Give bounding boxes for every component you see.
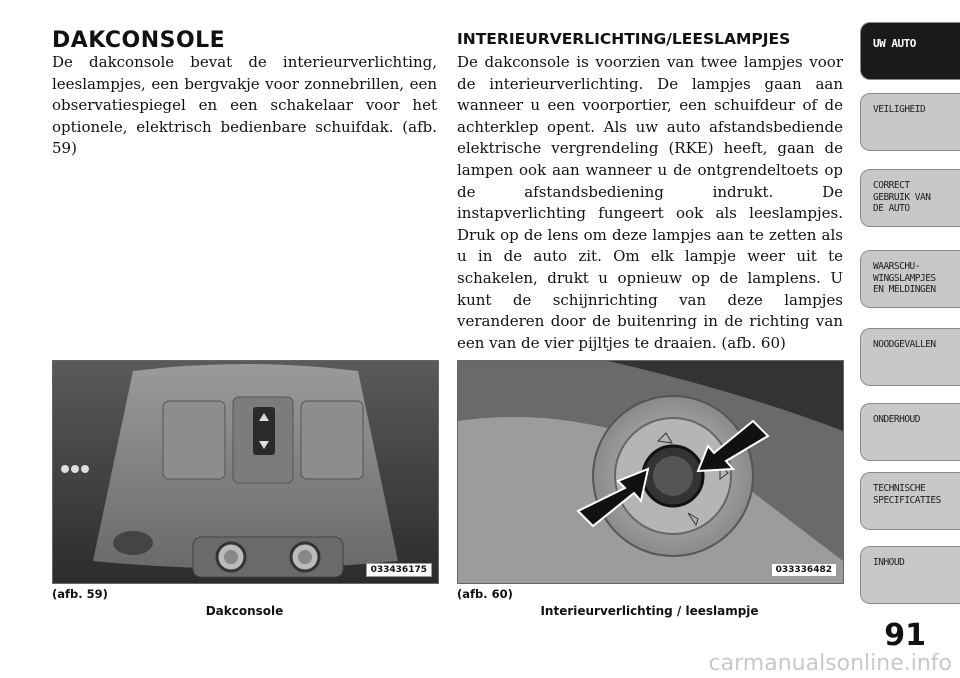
tab-veiligheid[interactable]: VEILIGHEID bbox=[860, 93, 960, 151]
figure-id-label: 033336482 bbox=[771, 563, 837, 577]
tab-waarschuwingslampjes[interactable]: WAARSCHU- WINGSLAMPJES EN MELDINGEN bbox=[860, 250, 960, 308]
page-number: 91 bbox=[884, 618, 926, 653]
right-body-text: De dakconsole is voorzien van twee lampjes voor de interieurverlichting. De lampjes gaan aan wanneer u een voorportier, een schuifdeur of de achterklep opent. Als uw auto afstandsbediende elektrische vergrendeling (RKE) heeft, gaan de lampen ook aan wanneer u de ontgrendeltoets op de afstandsbediening indrukt. De instapverlichting fungeert ook als leeslampjes. Druk op de lens om deze lampjes aan te zetten als u in de auto zit. Om elk lampje weer uit te schakelen, drukt u opnieuw op de lamplens. U kunt de schijnrichting van deze lampjes veranderen door de buitenring in de richting van een van de vier pijltjes te draaien. (afb. 60) bbox=[457, 53, 843, 352]
watermark-text: carmanualsonline.info bbox=[708, 651, 952, 676]
figure-leeslampje-photo bbox=[457, 360, 844, 584]
figure-caption-60: Interieurverlichting / leeslampje bbox=[540, 604, 759, 618]
left-heading: DAKCONSOLE bbox=[52, 28, 226, 53]
left-body-text: De dakconsole bevat de interieurverlichting, leeslampjes, een bergvakje voor zonnebrillen, een observatiespiegel en een schakelaar voor het optionele, elektrisch bedienbare schuifdak. (afb. 59) bbox=[52, 53, 437, 158]
tab-inhoud[interactable]: INHOUD bbox=[860, 546, 960, 604]
right-heading: INTERIEURVERLICHTING/LEESLAMPJES bbox=[457, 30, 791, 48]
figure-ref-60: (afb. 60) bbox=[457, 587, 513, 601]
figure-caption-59: Dakconsole bbox=[205, 604, 284, 618]
figure-ref-59: (afb. 59) bbox=[52, 587, 108, 601]
tab-uw-auto[interactable]: UW AUTO bbox=[860, 22, 960, 80]
figure-dakconsole-photo bbox=[52, 360, 439, 584]
figure-id-label: 033436175 bbox=[366, 563, 432, 577]
tab-noodgevallen[interactable]: NOODGEVALLEN bbox=[860, 328, 960, 386]
tab-correct-gebruik[interactable]: CORRECT GEBRUIK VAN DE AUTO bbox=[860, 169, 960, 227]
tab-technische-specificaties[interactable]: TECHNISCHE SPECIFICATIES bbox=[860, 472, 960, 530]
tab-onderhoud[interactable]: ONDERHOUD bbox=[860, 403, 960, 461]
